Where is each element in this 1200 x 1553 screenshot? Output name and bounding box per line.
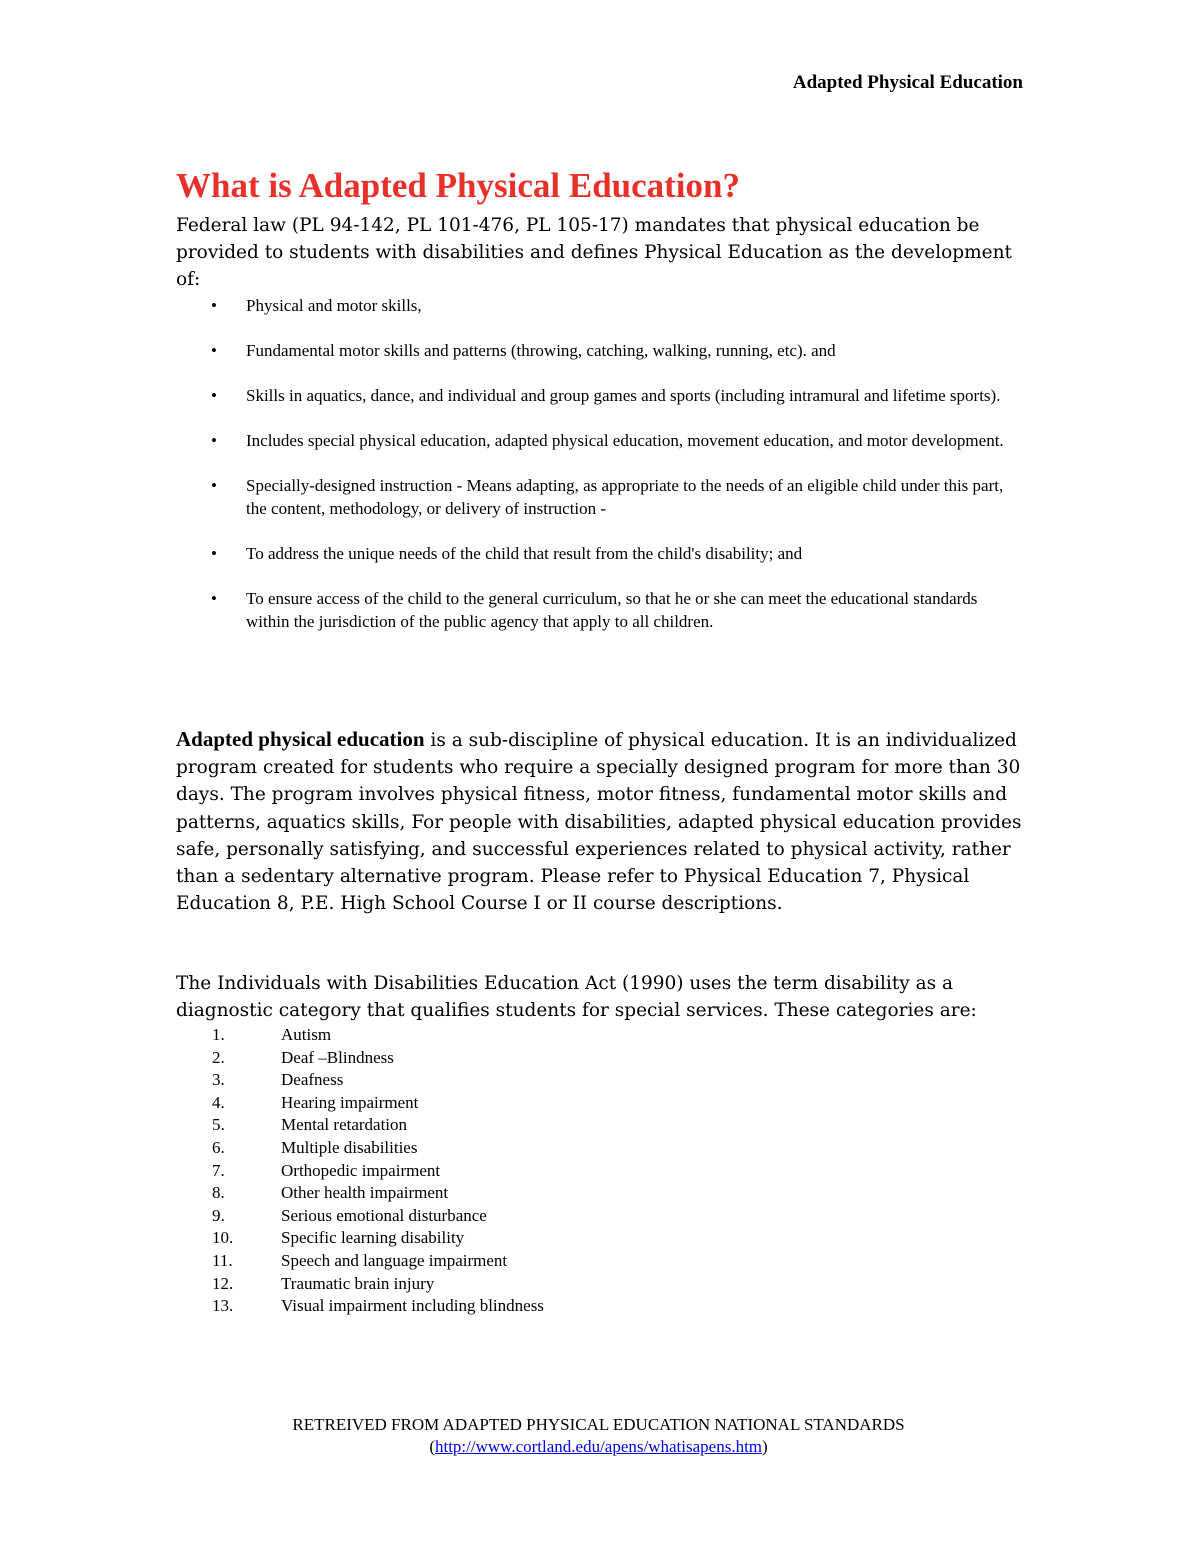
bullet-icon: • xyxy=(211,341,217,360)
bullet-text: Fundamental motor skills and patterns (throwing, catching, walking, running, etc). and xyxy=(246,341,836,360)
page-title: What is Adapted Physical Education? xyxy=(176,166,740,205)
running-header: Adapted Physical Education xyxy=(792,72,1023,93)
list-item xyxy=(176,384,1016,407)
category-number: 6. xyxy=(212,1137,225,1157)
disability-category-list xyxy=(176,1024,544,1318)
list-item xyxy=(176,587,1016,633)
list-item xyxy=(176,1137,544,1160)
list-item xyxy=(176,1227,544,1250)
bullet-icon: • xyxy=(211,386,217,405)
category-number: 10. xyxy=(212,1228,234,1248)
idea-paragraph: The Individuals with Disabilities Education Act (1990) uses the term disability as a diagnostic category that qualifies students for special services. These categories are: xyxy=(176,973,977,1022)
list-item xyxy=(176,1182,544,1205)
list-item xyxy=(176,429,1016,452)
category-label: Specific learning disability xyxy=(281,1228,465,1248)
bullet-text: Skills in aquatics, dance, and individual and group games and sports (including intramural and lifetime sports). xyxy=(246,386,1001,405)
list-item xyxy=(176,542,1016,565)
category-label: Serious emotional disturbance xyxy=(281,1205,487,1225)
list-item xyxy=(176,1273,544,1296)
category-number: 5. xyxy=(212,1115,225,1135)
list-item xyxy=(176,294,1016,317)
category-label: Visual impairment including blindness xyxy=(281,1296,544,1316)
category-number: 12. xyxy=(212,1273,234,1293)
ape-body-text: is a sub-discipline of physical education. It is an individualized program created for students who require a specially designed program for more than 30 days. The program involves physical fitness, motor fitness, fundamental motor skills and patterns, aquatics skills, For people with disabilities, adapted physical education provides safe, personally satisfying, and successful experiences related to physical activity, rather than a sedentary alternative program. Please refer to Physical Education 7, Physical Education 8, P.E. High School Course I or II course descriptions. xyxy=(176,730,1022,915)
category-label: Other health impairment xyxy=(281,1183,449,1203)
bullet-text: Specially-designed instruction - Means adapting, as appropriate to the needs of an eligible child under this part, the content, methodology, or delivery of instruction - xyxy=(246,476,1004,518)
bullet-icon: • xyxy=(211,544,217,563)
source-attribution: RETREIVED FROM ADAPTED PHYSICAL EDUCATION NATIONAL STANDARDS xyxy=(292,1415,905,1434)
category-number: 2. xyxy=(212,1047,225,1067)
category-number: 7. xyxy=(212,1160,225,1180)
list-item xyxy=(176,1047,544,1070)
bullet-text: To ensure access of the child to the general curriculum, so that he or she can meet the educational standards within the jurisdiction of the public agency that apply to all children. xyxy=(246,589,978,631)
category-label: Deafness xyxy=(281,1070,344,1090)
category-number: 1. xyxy=(212,1025,225,1044)
category-label: Traumatic brain injury xyxy=(281,1273,435,1293)
category-number: 11. xyxy=(212,1250,233,1270)
list-item xyxy=(176,1205,544,1228)
bullet-text: Includes special physical education, adapted physical education, movement education, and motor development. xyxy=(246,431,1004,450)
category-label: Deaf –Blindness xyxy=(281,1047,394,1067)
list-item xyxy=(176,1250,544,1273)
paren-close: ) xyxy=(762,1437,768,1456)
bullet-icon: • xyxy=(211,296,217,315)
category-number: 13. xyxy=(212,1296,234,1316)
list-item xyxy=(176,1295,544,1318)
definition-bullet-list xyxy=(176,294,1016,655)
ape-definition-paragraph xyxy=(176,726,1026,917)
category-label: Orthopedic impairment xyxy=(281,1160,441,1180)
category-label: Multiple disabilities xyxy=(281,1137,418,1157)
source-footer xyxy=(0,1414,1197,1458)
list-item xyxy=(176,474,1016,520)
source-link-line xyxy=(0,1436,1197,1458)
bullet-text: To address the unique needs of the child that result from the child's disability; and xyxy=(246,544,803,563)
intro-paragraph: Federal law (PL 94-142, PL 101-476, PL 105-17) mandates that physical education be provided to students with disabilities and defines Physical Education as the development of: xyxy=(176,215,1012,290)
bullet-icon: • xyxy=(211,589,217,608)
list-item xyxy=(176,1092,544,1115)
category-label: Speech and language impairment xyxy=(281,1250,508,1270)
category-number: 9. xyxy=(212,1205,225,1225)
bullet-icon: • xyxy=(211,431,217,450)
list-item xyxy=(176,1069,544,1092)
source-link[interactable]: http://www.cortland.edu/apens/whatisapens.htm xyxy=(434,1437,763,1456)
category-number: 8. xyxy=(212,1183,225,1203)
list-item xyxy=(176,1160,544,1183)
bullet-text: Physical and motor skills, xyxy=(246,296,422,315)
paren-open: ( xyxy=(429,1437,435,1456)
list-item xyxy=(176,1024,544,1047)
list-item xyxy=(176,1114,544,1137)
category-number: 3. xyxy=(212,1070,225,1090)
bullet-icon: • xyxy=(211,476,217,495)
ape-lead-term: Adapted physical education xyxy=(176,727,425,751)
category-label: Autism xyxy=(281,1025,332,1044)
category-label: Mental retardation xyxy=(281,1115,408,1135)
category-label: Hearing impairment xyxy=(281,1092,419,1112)
list-item xyxy=(176,339,1016,362)
category-number: 4. xyxy=(212,1092,225,1112)
